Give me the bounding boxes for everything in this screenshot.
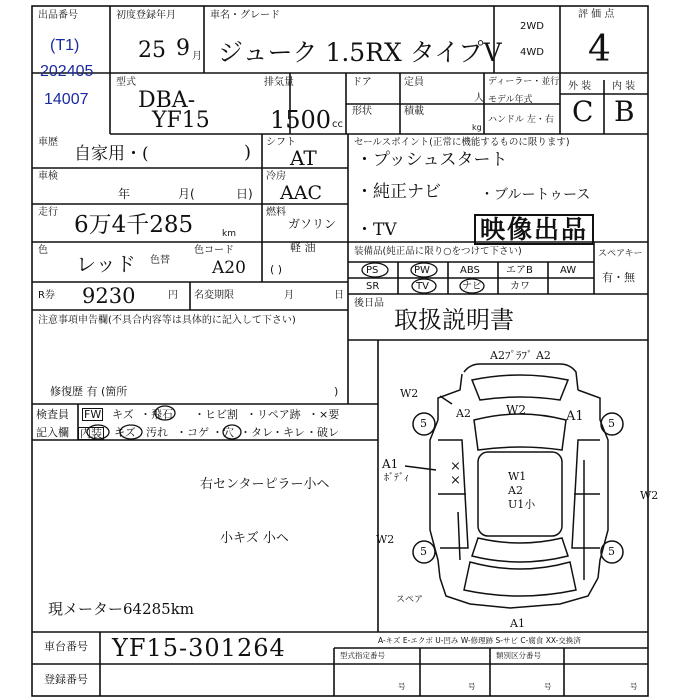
inspector-tear: ・破レ (306, 426, 339, 439)
mileage-value: 6万4千285 (74, 212, 194, 238)
purpose-close: ) (244, 142, 252, 163)
equipment-airbag: エアB (506, 265, 533, 276)
interior-label: 内 装 (612, 81, 636, 92)
entry-field-label: 記入欄 (36, 426, 69, 439)
recycle-unit: 円 (168, 290, 178, 301)
tyre-front-right: 5 (608, 545, 615, 558)
score-value: 4 (588, 29, 611, 70)
fuel-diesel: 軽 油 (290, 241, 316, 254)
equipment-ps: PS (366, 265, 379, 276)
mark-w2-right: W2 (640, 489, 659, 502)
capacity-unit: 人 (474, 93, 484, 104)
lot-prefix: (T1) (50, 37, 80, 54)
footer-col-2: 号 (468, 682, 476, 691)
chassis-number: YF15-301264 (112, 634, 286, 662)
footer-col-3: 号 (544, 682, 552, 691)
registration-number-label: 登録番号 (44, 673, 88, 686)
name-change-deadline-label: 名変期限 (194, 290, 234, 301)
type-approval-label: 型式指定番号 (340, 651, 385, 660)
inspection-month: 月( (178, 187, 195, 201)
inspector-label: 検査員 (36, 408, 69, 421)
equipment-tv: TV (416, 281, 429, 292)
lot-number-line1: 202405 (40, 63, 94, 80)
inspector-repair-mark: ・リペア跡 (246, 408, 301, 421)
exterior-grade: C (572, 95, 594, 128)
registration-month-unit: 月 (192, 51, 202, 62)
damage-legend: A-キズ E-エクボ U-凹み W-修理跡 S-サビ C-腐食 XX-交換済 (378, 636, 581, 645)
car-name-label: 車名・グレード (210, 10, 280, 21)
inspector-int-scratch: キズ (114, 426, 136, 439)
mark-a2-rear: A2 (456, 407, 471, 420)
mark-w2-top: W2 (506, 403, 526, 417)
chassis-number-label: 車台番号 (44, 640, 88, 653)
mileage-unit: km (222, 229, 236, 239)
sales-point-1: ・プッシュスタート (356, 150, 508, 170)
class-number-label: 類別区分番号 (496, 651, 541, 660)
recycle-label: R券 (38, 290, 55, 301)
mark-w2-left: W2 (400, 387, 419, 400)
remark-meter: 現メーター64285km (48, 600, 195, 618)
fuel-label: 燃料 (266, 207, 286, 218)
shift-value: AT (290, 146, 317, 170)
equipment-label: 装備品(純正品に限り○をつけて下さい) (354, 246, 522, 257)
inspector-replace: ・×要 (308, 408, 340, 421)
tyre-rear-left: 5 (420, 417, 427, 430)
inspection-year: 年 (118, 187, 131, 201)
equipment-navi: ナビ (462, 281, 482, 292)
sales-points-label: セールスポイント(正常に機能するものに限ります) (354, 137, 570, 148)
score-label: 評 価 点 (578, 9, 615, 20)
inspector-hole: ・穴 (212, 426, 234, 439)
tyre-rear-right: 5 (608, 417, 615, 430)
inspector-int-dirt: 汚れ (146, 426, 168, 439)
inspection-day: 日) (236, 187, 253, 201)
color-code-label: 色コード (194, 245, 234, 256)
remark-line-2: 小キズ 小ヘ (220, 531, 289, 546)
model-label: 型式 (116, 77, 136, 88)
equipment-pw: PW (414, 265, 430, 276)
mark-w2-front: W2 (376, 533, 395, 546)
loading-label: 積載 (404, 106, 424, 117)
inspector-crack: ・ヒビ割 (194, 408, 238, 421)
lot-number-label: 出品番号 (38, 10, 78, 21)
color-label: 色 (38, 245, 48, 256)
color-value: レッド (76, 252, 136, 276)
displacement-label: 排気量 (264, 77, 294, 88)
sales-point-2: ・純正ナビ (356, 182, 441, 202)
mileage-label: 走行 (38, 207, 58, 218)
dealer-label: ディーラー・並行 (488, 77, 560, 87)
model-year-label: モデル年式 (488, 95, 533, 105)
lot-number-line2: 14007 (44, 91, 89, 108)
ac-label: 冷房 (266, 171, 286, 182)
sales-point-4: ・TV (356, 220, 397, 240)
later-items-value: 取扱説明書 (394, 306, 514, 334)
inspector-burn: ・コゲ (176, 426, 209, 439)
mark-a1-left-sub: ﾎﾞﾃﾞｨ (384, 473, 409, 484)
registration-year: 25 (138, 38, 166, 63)
handle-label: ハンドル 左・右 (488, 115, 554, 125)
inspector-scratch: キズ (112, 408, 134, 421)
deadline-day: 日 (334, 290, 344, 301)
notes-label: 注意事項申告欄(不具合内容等は具体的に記入して下さい) (38, 315, 296, 326)
inspector-sag: ・タレ (240, 426, 273, 439)
equipment-aw: AW (560, 265, 577, 276)
remark-line-1: 右センターピラー小ヘ (200, 477, 330, 492)
drive-4wd: 4WD (520, 47, 544, 58)
mark-rear-top: A2ﾌﾟﾗﾌﾞ A2 (490, 349, 551, 362)
displacement-unit: cc (332, 119, 343, 130)
exterior-label: 外 装 (568, 81, 592, 92)
registration-month: 9 (176, 36, 190, 61)
equipment-sr: SR (366, 281, 380, 292)
footer-col-4: 号 (630, 682, 638, 691)
interior-grade: B (614, 95, 635, 128)
capacity-label: 定員 (404, 77, 424, 88)
ac-value: AAC (280, 182, 322, 204)
mark-a1-rear: A1 (566, 409, 584, 424)
equipment-abs: ABS (460, 265, 480, 276)
repair-history: 修復歴 有 (箇所 (50, 385, 128, 398)
loading-unit: kg (472, 123, 482, 132)
mark-a1-front: A1 (510, 617, 525, 630)
model-line2: YF15 (152, 108, 210, 133)
displacement-value: 1500 (270, 106, 332, 134)
purpose-value: 自家用・( (74, 144, 149, 164)
deadline-month: 月 (284, 290, 294, 301)
model-line1: DBA- (138, 88, 196, 113)
color-code: A20 (212, 258, 246, 278)
drive-2wd: 2WD (520, 21, 544, 32)
sales-point-3: ・ブルートゥース (480, 187, 591, 203)
mark-x: × × (450, 459, 461, 489)
repair-history-close: ) (334, 385, 339, 398)
inspection-label: 車検 (38, 171, 58, 182)
shift-label: シフト (266, 137, 296, 148)
fuel-other: ( ) (270, 263, 283, 276)
later-items-label: 後日品 (354, 298, 384, 309)
fuel-gasoline: ガソリン (288, 217, 337, 231)
tyre-front-left: 5 (420, 545, 427, 558)
inspector-stone-chip: ・飛石 (140, 408, 173, 421)
equipment-leather: カワ (510, 281, 530, 292)
movie-listing-stamp: 映像出品 (474, 214, 594, 245)
inspector-fw: FW (84, 408, 102, 421)
car-name-grade: ジューク 1.5RX タイプV (218, 38, 502, 67)
recycle-value: 9230 (82, 284, 136, 308)
mark-a1-left: A1 (382, 457, 399, 471)
spare-key-label: スペアキー (598, 249, 643, 259)
inspector-interior: 内装 (80, 427, 102, 440)
color-change-label: 色替 (150, 255, 170, 266)
spare-key-value: 有・無 (602, 271, 635, 284)
door-shape-label: 形状 (352, 106, 372, 117)
door-label: ドア (352, 77, 372, 88)
mark-spare: スペア (396, 595, 424, 605)
purpose-label: 車歴 (38, 137, 58, 148)
footer-col-1: 号 (398, 682, 406, 691)
mark-roof: W1 A2 U1小 (508, 470, 536, 511)
inspector-cut: ・キレ (272, 426, 305, 439)
first-registration-label: 初度登録年月 (116, 10, 176, 21)
